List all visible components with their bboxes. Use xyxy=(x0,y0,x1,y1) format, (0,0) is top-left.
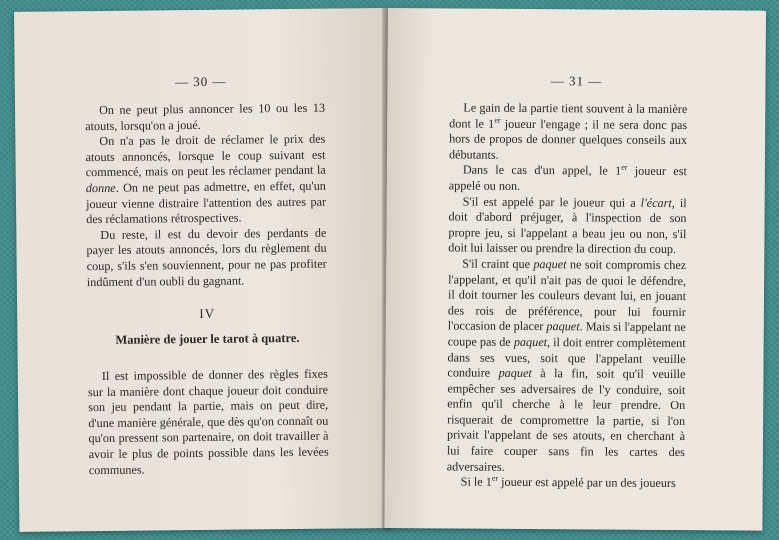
left-page xyxy=(14,8,391,532)
right-text-block xyxy=(447,100,688,491)
section-title: Manière de jouer le tarot à quatre. xyxy=(115,330,300,347)
paragraph: Il est impossible de donner des règles fixes sur la manière dont chaque joueur doit conduire son jeu pendant la partie, mais on peut dire, d'une manière générale, que dès qu'on connaît ou qu'on pressent son partenaire, on doit travailler à avoir le plus de points possible dans les levées communes. xyxy=(87,366,329,477)
paragraph: On ne peut plus annoncer les 10 ou les 13 atouts, lorsqu'on a joué. xyxy=(85,100,326,133)
page-number-right: — 31 — xyxy=(550,73,603,89)
section-number: IV xyxy=(199,305,216,321)
left-text-block xyxy=(85,101,327,291)
paragraph: S'il est appelé par le joueur qui a l'écart, il doit d'abord préjuger, à l'inspection de son propre jeu, si l'appelant a beau jeu ou non, s'il doit lui laisser ou prendre la direction du coup. xyxy=(448,194,687,257)
paragraph: Dans le cas d'un appel, le 1er joueur est appelé ou non. xyxy=(448,162,687,193)
right-page xyxy=(384,8,766,531)
paragraph: On n'a pas le droit de réclamer le prix des atouts annoncés, lorsque le coup suivant est commencé, mais on peut les réclamer pendant la donne. On ne peut pas admettre, en effet, qu'un joueur vienne distraire l'attention des autres par des réclamations rétrospectives. xyxy=(85,131,327,227)
paragraph: Du reste, il est du devoir des perdants de payer les atouts annoncés, lors du règlement du coup, s'ils s'en souviennent, pour ne pas profiter indûment d'un oubli du gagnant. xyxy=(86,225,327,289)
paragraph: Le gain de la partie tient souvent à la manière dont le 1er joueur l'engage ; il ne sera donc pas hors de propos de donner quelques conseils aux débutants. xyxy=(448,100,688,162)
paragraph: Si le 1er joueur est appelé par un des joueurs xyxy=(460,473,676,491)
left-text-block-2 xyxy=(88,367,329,479)
open-book xyxy=(14,8,766,528)
paragraph: S'il craint que paquet ne soit compromis chez l'appelant, et qu'il n'ait pas de quoi le défendre, il doit tourner les couleurs devant lui, en jouant des rois de préférence, pour lui fournir l'occasion de placer paquet. Mais si l'appelant ne coupe pas de paquet, il doit entrer complètement dans ses vues, soit que l'appelant veuille conduire paquet à la fin, soit qu'il veuille empêcher ses adversaires de l'y conduire, soit enfin qu'il cherche à le leur prendre. On risquerait de compromettre la partie, si l'on privait l'appelant de ses atouts, en cherchant à lui faire couper sans fin les cartes des adversaires. xyxy=(446,256,687,474)
page-number-left: — 30 — xyxy=(174,73,227,90)
